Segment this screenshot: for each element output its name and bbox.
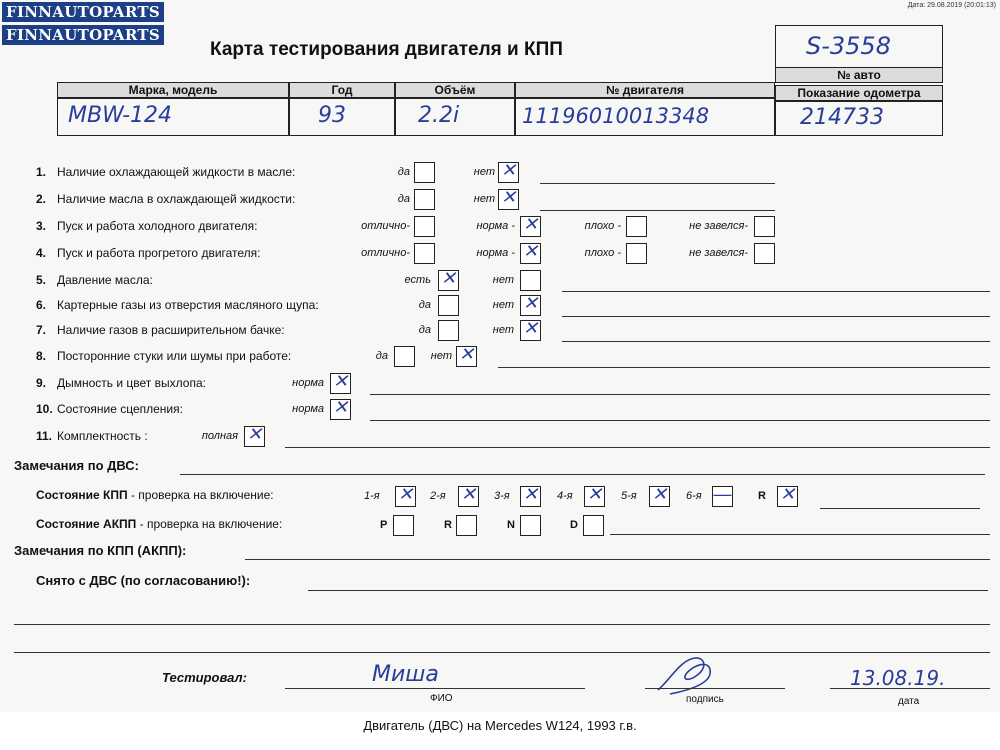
option-checkbox[interactable] bbox=[394, 346, 415, 367]
option-label: отлично- bbox=[361, 220, 410, 232]
option-label: норма - bbox=[476, 220, 515, 232]
name-line bbox=[285, 688, 585, 689]
gear-checkbox[interactable] bbox=[584, 486, 605, 507]
position-checkbox[interactable] bbox=[583, 515, 604, 536]
option-checkbox[interactable] bbox=[456, 346, 477, 367]
item-number: 5. bbox=[36, 273, 47, 287]
option-label: нет bbox=[473, 193, 495, 205]
gear-mark: ✕ bbox=[460, 484, 477, 504]
gear-mark: — bbox=[713, 484, 732, 504]
item-number: 1. bbox=[36, 165, 47, 179]
engine-cell bbox=[515, 98, 775, 136]
option-label: да bbox=[397, 166, 410, 178]
check-mark: ✕ bbox=[246, 424, 263, 444]
option-label: нет bbox=[473, 166, 495, 178]
position-checkbox[interactable] bbox=[456, 515, 477, 536]
check-mark: ✕ bbox=[522, 293, 539, 313]
car-number-value: S-3558 bbox=[806, 32, 891, 60]
gear-checkbox[interactable] bbox=[649, 486, 670, 507]
gear-mark: ✕ bbox=[586, 484, 603, 504]
option-checkbox[interactable] bbox=[438, 320, 459, 341]
option-checkbox[interactable] bbox=[438, 270, 459, 291]
check-mark: ✕ bbox=[500, 187, 517, 207]
option-label: норма - bbox=[476, 247, 515, 259]
watermark-logo-2: FINNAUTOPARTS bbox=[2, 25, 164, 45]
odometer-value: 214733 bbox=[800, 105, 884, 130]
answer-line bbox=[540, 210, 775, 211]
check-mark: ✕ bbox=[458, 344, 475, 364]
removed-label: Снято с ДВС (по согласованию!): bbox=[36, 573, 251, 588]
item-question: Пуск и работа прогретого двигателя: bbox=[57, 246, 261, 260]
date-label: дата bbox=[898, 696, 920, 707]
option-checkbox[interactable] bbox=[414, 243, 435, 264]
item-question: Наличие охлаждающей жидкости в масле: bbox=[57, 165, 296, 179]
position-checkbox[interactable] bbox=[520, 515, 541, 536]
gear-label: 5-я bbox=[621, 490, 637, 502]
option-label: полная bbox=[201, 430, 238, 442]
check-mark: ✕ bbox=[522, 214, 539, 234]
item-question: Наличие газов в расширительном бачке: bbox=[57, 323, 285, 337]
check-mark: ✕ bbox=[522, 241, 539, 261]
make-value: МВW-124 bbox=[68, 103, 173, 128]
option-checkbox[interactable] bbox=[414, 162, 435, 183]
blank-line-2 bbox=[14, 652, 990, 653]
item-number: 10. bbox=[36, 402, 53, 416]
date-line bbox=[830, 688, 990, 689]
gear-mark: ✕ bbox=[522, 484, 539, 504]
option-label: да bbox=[397, 193, 410, 205]
check-mark: ✕ bbox=[332, 371, 349, 391]
item-question: Давление масла: bbox=[57, 273, 153, 287]
option-label: да bbox=[418, 324, 431, 336]
item-question: Дымность и цвет выхлопа: bbox=[57, 376, 206, 390]
removed-line bbox=[308, 590, 988, 591]
answer-line bbox=[370, 394, 990, 395]
date-value: 13.08.19. bbox=[850, 666, 946, 690]
option-checkbox[interactable] bbox=[244, 426, 265, 447]
option-checkbox[interactable] bbox=[520, 295, 541, 316]
option-label: нет bbox=[430, 350, 452, 362]
option-checkbox[interactable] bbox=[498, 162, 519, 183]
auto-gearbox-label: Состояние АКПП bbox=[36, 517, 137, 531]
item-number: 11. bbox=[36, 429, 53, 443]
gearbox-label: Состояние КПП bbox=[36, 488, 128, 502]
position-label: R bbox=[444, 519, 452, 531]
gear-label: 4-я bbox=[557, 490, 573, 502]
tested-by-label: Тестировал: bbox=[162, 670, 247, 685]
gear-label: 1-я bbox=[364, 490, 380, 502]
option-label: нет bbox=[492, 324, 514, 336]
gear-checkbox[interactable] bbox=[712, 486, 733, 507]
engine-remarks-label: Замечания по ДВС: bbox=[14, 458, 139, 473]
blank-line-1 bbox=[14, 624, 990, 625]
position-label: N bbox=[507, 519, 515, 531]
option-checkbox[interactable] bbox=[520, 270, 541, 291]
header-year: Год bbox=[289, 82, 395, 98]
gear-label: R bbox=[758, 490, 766, 502]
car-number-box bbox=[775, 25, 943, 69]
gear-mark: ✕ bbox=[779, 484, 796, 504]
option-checkbox[interactable] bbox=[414, 189, 435, 210]
item-question: Комплектность : bbox=[57, 429, 148, 443]
engine-remarks-line bbox=[180, 474, 985, 475]
item-question: Состояние сцепления: bbox=[57, 402, 183, 416]
answer-line bbox=[562, 316, 990, 317]
image-caption: Двигатель (ДВС) на Mercedes W124, 1993 г.в. bbox=[363, 718, 637, 733]
answer-line bbox=[562, 291, 990, 292]
year-value: 93 bbox=[318, 103, 346, 128]
header-make: Марка, модель bbox=[57, 82, 289, 98]
date-stamp: Дата: 29.08.2019 (20:01:13) bbox=[907, 2, 996, 9]
item-number: 3. bbox=[36, 219, 47, 233]
year-cell bbox=[289, 98, 395, 136]
gear-label: 2-я bbox=[430, 490, 446, 502]
header-car-number: № авто bbox=[775, 67, 943, 83]
option-checkbox[interactable] bbox=[520, 320, 541, 341]
volume-cell bbox=[395, 98, 515, 136]
gear-checkbox[interactable] bbox=[520, 486, 541, 507]
option-checkbox[interactable] bbox=[330, 373, 351, 394]
check-mark: ✕ bbox=[332, 397, 349, 417]
option-label: нет bbox=[492, 274, 514, 286]
odometer-cell bbox=[775, 101, 943, 136]
answer-line bbox=[540, 183, 775, 184]
gear-checkbox[interactable] bbox=[458, 486, 479, 507]
option-label: да bbox=[418, 299, 431, 311]
watermark-logo: FINNAUTOPARTS bbox=[2, 2, 164, 22]
position-label: P bbox=[380, 519, 388, 531]
option-checkbox[interactable] bbox=[626, 243, 647, 264]
option-label: есть bbox=[404, 274, 431, 286]
gear-label: 3-я bbox=[494, 490, 510, 502]
option-checkbox[interactable] bbox=[520, 216, 541, 237]
option-label: не завелся- bbox=[689, 247, 748, 259]
name-label: ФИО bbox=[430, 693, 453, 704]
gear-mark: ✕ bbox=[651, 484, 668, 504]
gearbox-remarks-line bbox=[245, 559, 990, 560]
gearbox-label-row bbox=[36, 488, 274, 502]
item-question: Картерные газы из отверстия масляного щупа: bbox=[57, 298, 319, 312]
item-number: 6. bbox=[36, 298, 47, 312]
option-label: плохо - bbox=[584, 247, 621, 259]
gear-label: 6-я bbox=[686, 490, 702, 502]
answer-line bbox=[370, 420, 990, 421]
tester-name: Миша bbox=[372, 662, 439, 687]
auto-gearbox-line bbox=[610, 534, 990, 535]
option-checkbox[interactable] bbox=[626, 216, 647, 237]
header-engine: № двигателя bbox=[515, 82, 775, 98]
position-checkbox[interactable] bbox=[393, 515, 414, 536]
answer-line bbox=[498, 367, 990, 368]
option-checkbox[interactable] bbox=[498, 189, 519, 210]
option-label: не завелся- bbox=[689, 220, 748, 232]
gear-checkbox[interactable] bbox=[777, 486, 798, 507]
engine-value: 11196010013348 bbox=[522, 104, 710, 128]
item-question: Посторонние стуки или шумы при работе: bbox=[57, 349, 292, 363]
signature-scribble bbox=[650, 650, 720, 698]
option-checkbox[interactable] bbox=[330, 399, 351, 420]
header-volume: Объём bbox=[395, 82, 515, 98]
position-label: D bbox=[570, 519, 578, 531]
option-label: отлично- bbox=[361, 247, 410, 259]
volume-value: 2.2i bbox=[418, 103, 460, 128]
option-label: норма bbox=[292, 377, 324, 389]
gear-checkbox[interactable] bbox=[395, 486, 416, 507]
option-checkbox[interactable] bbox=[520, 243, 541, 264]
gearbox-remarks-label: Замечания по КПП (АКПП): bbox=[14, 543, 187, 558]
option-checkbox[interactable] bbox=[754, 243, 775, 264]
option-checkbox[interactable] bbox=[754, 216, 775, 237]
make-cell bbox=[57, 98, 289, 136]
item-number: 9. bbox=[36, 376, 47, 390]
option-label: да bbox=[375, 350, 388, 362]
auto-gearbox-suffix: - проверка на включение: bbox=[136, 517, 283, 531]
signature-line bbox=[645, 688, 785, 689]
item-question: Пуск и работа холодного двигателя: bbox=[57, 219, 258, 233]
gearbox-suffix: - проверка на включение: bbox=[127, 488, 274, 502]
option-checkbox[interactable] bbox=[414, 216, 435, 237]
check-mark: ✕ bbox=[500, 160, 517, 180]
gear-mark: ✕ bbox=[397, 484, 414, 504]
check-mark: ✕ bbox=[522, 318, 539, 338]
item-number: 8. bbox=[36, 349, 47, 363]
header-odometer: Показание одометра bbox=[775, 85, 943, 101]
item-question: Наличие масла в охлаждающей жидкости: bbox=[57, 192, 296, 206]
gearbox-line bbox=[820, 508, 980, 509]
page-title: Карта тестирования двигателя и КПП bbox=[210, 39, 563, 60]
item-number: 7. bbox=[36, 323, 47, 337]
option-label: нет bbox=[492, 299, 514, 311]
item-number: 2. bbox=[36, 192, 47, 206]
item-number: 4. bbox=[36, 246, 47, 260]
check-mark: ✕ bbox=[440, 268, 457, 288]
signature-label: подпись bbox=[686, 694, 724, 705]
auto-gearbox-label-row bbox=[36, 517, 282, 531]
answer-line bbox=[562, 341, 990, 342]
option-label: плохо - bbox=[584, 220, 621, 232]
option-label: норма bbox=[292, 403, 324, 415]
answer-line bbox=[285, 447, 990, 448]
option-checkbox[interactable] bbox=[438, 295, 459, 316]
